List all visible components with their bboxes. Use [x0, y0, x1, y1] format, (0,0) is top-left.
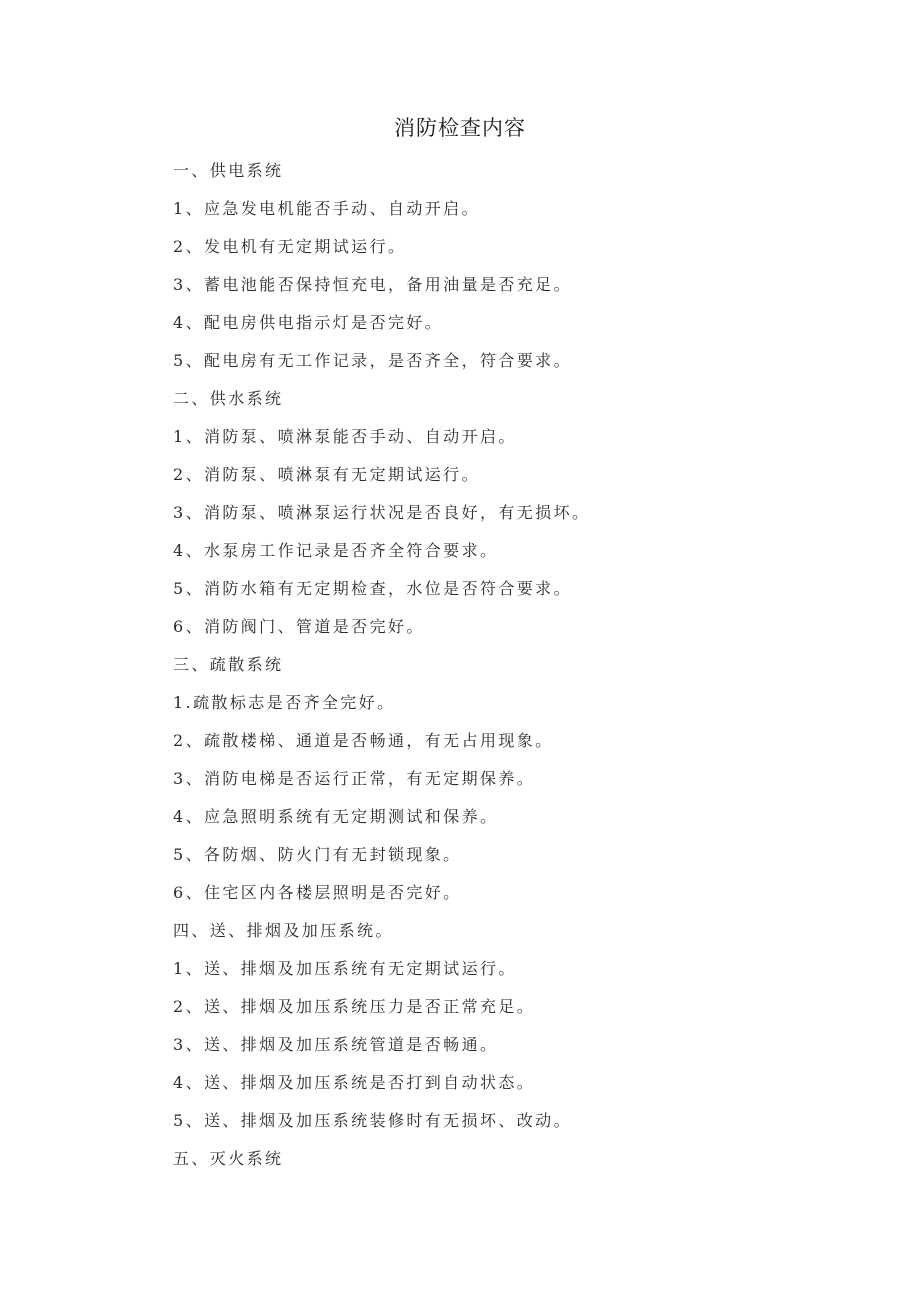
- list-item: 1、消防泵、喷淋泵能否手动、自动开启。: [173, 427, 517, 446]
- page-title: 消防检查内容: [394, 116, 526, 140]
- section-heading: 二、供水系统: [173, 389, 284, 408]
- section-heading: 一、供电系统: [173, 161, 284, 180]
- list-item: 1.疏散标志是否齐全完好。: [173, 693, 396, 712]
- list-item: 4、送、排烟及加压系统是否打到自动状态。: [173, 1073, 536, 1092]
- list-item: 5、配电房有无工作记录，是否齐全，符合要求。: [173, 351, 572, 370]
- section-heading: 三、疏散系统: [173, 655, 284, 674]
- list-item: 2、消防泵、喷淋泵有无定期试运行。: [173, 465, 480, 484]
- list-item: 4、水泵房工作记录是否齐全符合要求。: [173, 541, 499, 560]
- list-item: 1、应急发电机能否手动、自动开启。: [173, 199, 480, 218]
- list-item: 6、消防阀门、管道是否完好。: [173, 617, 425, 636]
- document-body: [173, 158, 873, 1184]
- list-item: 3、消防电梯是否运行正常，有无定期保养。: [173, 769, 536, 788]
- list-item: 3、蓄电池能否保持恒充电，备用油量是否充足。: [173, 275, 572, 294]
- list-item: 2、疏散楼梯、通道是否畅通，有无占用现象。: [173, 731, 554, 750]
- list-item: 3、消防泵、喷淋泵运行状况是否良好，有无损坏。: [173, 503, 591, 522]
- section-heading: 五、灭火系统: [173, 1149, 284, 1168]
- list-item: 5、送、排烟及加压系统装修时有无损坏、改动。: [173, 1111, 572, 1130]
- section-heading: 四、送、排烟及加压系统。: [173, 921, 394, 940]
- list-item: 3、送、排烟及加压系统管道是否畅通。: [173, 1035, 499, 1054]
- list-item: 1、送、排烟及加压系统有无定期试运行。: [173, 959, 517, 978]
- list-item: 2、送、排烟及加压系统压力是否正常充足。: [173, 997, 536, 1016]
- list-item: 6、住宅区内各楼层照明是否完好。: [173, 883, 462, 902]
- list-item: 4、应急照明系统有无定期测试和保养。: [173, 807, 499, 826]
- list-item: 5、各防烟、防火门有无封锁现象。: [173, 845, 462, 864]
- list-item: 4、配电房供电指示灯是否完好。: [173, 313, 444, 332]
- list-item: 2、发电机有无定期试运行。: [173, 237, 407, 256]
- list-item: 5、消防水箱有无定期检查，水位是否符合要求。: [173, 579, 572, 598]
